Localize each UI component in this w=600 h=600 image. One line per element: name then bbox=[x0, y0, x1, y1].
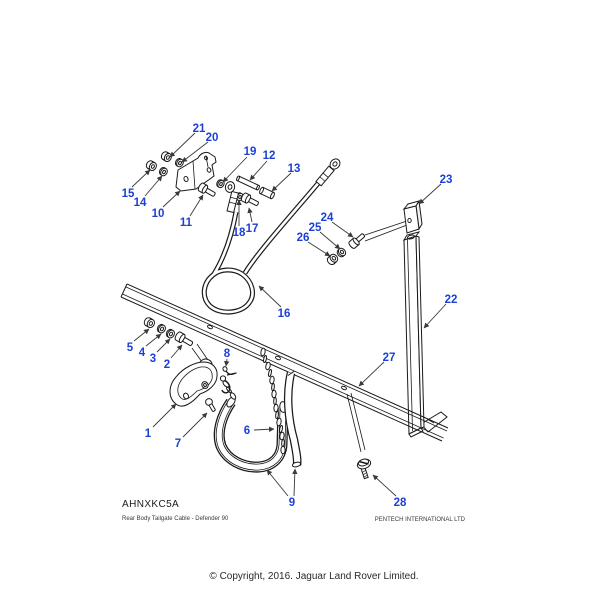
part-13-spacer bbox=[259, 187, 275, 200]
callout-6[interactable]: 6 bbox=[243, 425, 251, 437]
callout-3[interactable]: 3 bbox=[149, 353, 157, 365]
callout-4[interactable]: 4 bbox=[138, 347, 146, 359]
callout-27[interactable]: 27 bbox=[382, 352, 396, 364]
drawing-title: Rear Body Tailgate Cable - Defender 90 bbox=[122, 516, 229, 522]
callout-28[interactable]: 28 bbox=[393, 497, 407, 509]
part-10-bracket bbox=[176, 152, 216, 191]
callout-leader-13 bbox=[272, 173, 291, 191]
callout-leader-8 bbox=[226, 359, 227, 366]
callout-1[interactable]: 1 bbox=[144, 428, 152, 440]
callout-leader-24 bbox=[332, 222, 353, 237]
callout-leader-3 bbox=[157, 339, 170, 352]
callout-leader-21 bbox=[170, 133, 195, 157]
copyright-notice: © Copyright, 2016. Jaguar Land Rover Limited. bbox=[209, 571, 419, 582]
callout-8[interactable]: 8 bbox=[223, 348, 231, 360]
callout-12[interactable]: 12 bbox=[262, 150, 276, 162]
part-19-washer bbox=[215, 179, 225, 189]
callout-leader-22 bbox=[424, 304, 446, 328]
part-11-bolt bbox=[197, 182, 217, 198]
part-23-guide-lines bbox=[365, 221, 407, 241]
part-14-washer bbox=[158, 166, 169, 177]
callout-leader-14 bbox=[145, 176, 162, 196]
callout-7[interactable]: 7 bbox=[174, 438, 182, 450]
callout-leader-5 bbox=[134, 329, 149, 341]
callout-leader-9 bbox=[267, 470, 288, 496]
callout-14[interactable]: 14 bbox=[133, 197, 147, 209]
callout-2[interactable]: 2 bbox=[163, 359, 171, 371]
callout-10[interactable]: 10 bbox=[151, 208, 165, 220]
callout-5[interactable]: 5 bbox=[126, 342, 134, 354]
part-2-bolt bbox=[174, 331, 194, 348]
part-23-keeper-block bbox=[404, 201, 422, 233]
part-22-strut-bar bbox=[404, 232, 424, 437]
callout-25[interactable]: 25 bbox=[308, 222, 322, 234]
callout-leader-2 bbox=[171, 345, 182, 358]
callout-leader-27 bbox=[359, 362, 384, 386]
drawing-code: AHNXKC5A bbox=[122, 499, 180, 510]
callout-21[interactable]: 21 bbox=[192, 123, 206, 135]
callout-22[interactable]: 22 bbox=[444, 294, 458, 306]
callout-leader-9 bbox=[294, 469, 295, 496]
part-17-bolt bbox=[240, 192, 260, 208]
callout-leader-7 bbox=[183, 413, 207, 437]
callout-24[interactable]: 24 bbox=[320, 212, 334, 224]
callout-leader-16 bbox=[259, 286, 281, 307]
part-24-bolt bbox=[348, 232, 367, 250]
callout-leader-6 bbox=[254, 429, 274, 430]
part-8-clip bbox=[222, 366, 236, 375]
part-7-bolt bbox=[204, 397, 217, 412]
callout-18[interactable]: 18 bbox=[232, 227, 246, 239]
part-9-strip bbox=[288, 371, 301, 468]
callout-leader-1 bbox=[153, 404, 176, 427]
part-12-clevis-pin bbox=[236, 176, 260, 191]
callout-16[interactable]: 16 bbox=[277, 308, 291, 320]
part-15-nut bbox=[145, 160, 158, 172]
callout-leader-10 bbox=[163, 191, 180, 207]
callout-20[interactable]: 20 bbox=[205, 132, 219, 144]
callout-leader-23 bbox=[419, 184, 441, 204]
callout-15[interactable]: 15 bbox=[121, 188, 135, 200]
callout-leader-4 bbox=[146, 334, 161, 346]
publisher-name: PENTECH INTERNATIONAL LTD bbox=[374, 517, 465, 523]
callout-leader-15 bbox=[132, 170, 150, 187]
part-3-washer bbox=[165, 328, 176, 339]
callout-leader-26 bbox=[308, 242, 330, 256]
part-5-nut bbox=[143, 316, 156, 329]
callout-leader-17 bbox=[249, 208, 252, 222]
callout-19[interactable]: 19 bbox=[243, 146, 257, 158]
part-28-screw bbox=[356, 458, 372, 479]
callout-leader-11 bbox=[190, 195, 203, 216]
callout-9[interactable]: 9 bbox=[288, 497, 296, 509]
callout-23[interactable]: 23 bbox=[439, 174, 453, 186]
callout-leader-25 bbox=[320, 232, 340, 249]
part-4-washer bbox=[156, 323, 167, 334]
callout-11[interactable]: 11 bbox=[179, 217, 193, 229]
callout-13[interactable]: 13 bbox=[287, 163, 301, 175]
callout-leader-28 bbox=[373, 475, 396, 496]
callout-leader-12 bbox=[250, 161, 267, 180]
callout-26[interactable]: 26 bbox=[296, 232, 310, 244]
callout-17[interactable]: 17 bbox=[245, 223, 259, 235]
